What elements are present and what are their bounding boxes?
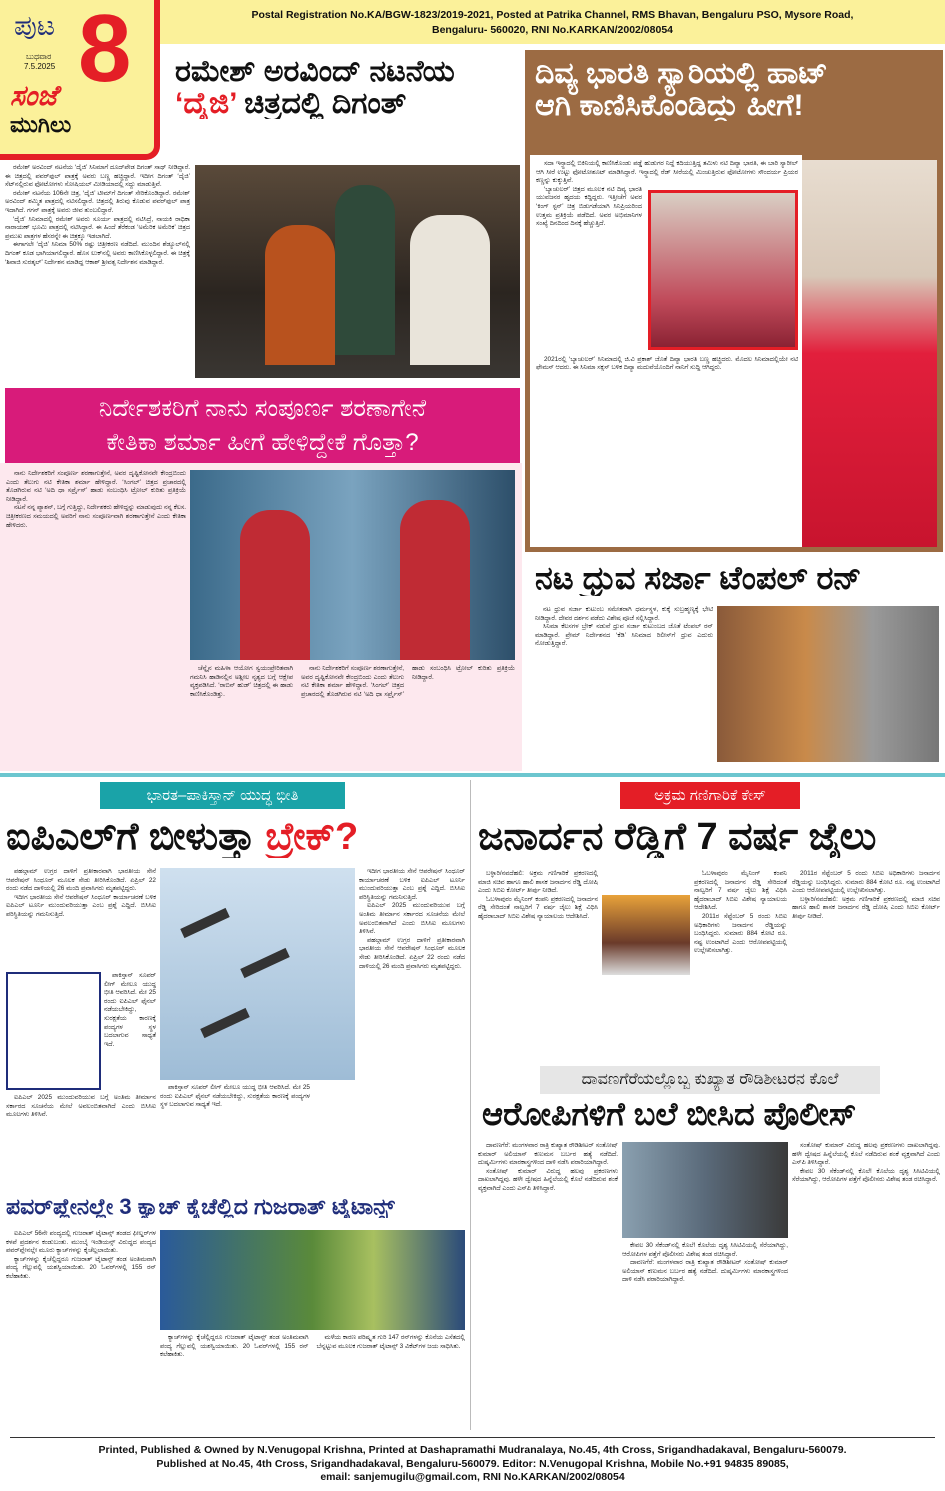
para: ಕೇವಲ 30 ಸೆಕೆಂಡ್‌ನಲ್ಲಿ ಕೊಲೆ! ಕೊಲೆಯ ದೃಶ್ಯ ಸಿಸಿಟಿವಿಯಲ್ಲಿ ಸೆರೆಯಾಗಿದ್ದು, ಆರೋಪಿಗಳ ಪತ್ತೆಗೆ ಪೊಲೀಸರು ವಿಶೇಷ ತಂಡ ರಚಿಸಿದ್ದಾರೆ. xyxy=(792,1167,940,1184)
a7-body-col1 xyxy=(478,1142,618,1430)
para: ಬಳ್ಳಾರಿ/ನವದೆಹಲಿ: ಅಕ್ರಮ ಗಣಿಗಾರಿಕೆ ಪ್ರಕರಣದಲ್ಲಿ ಮಾಜಿ ಸಚಿವ ಹಾಗೂ ಹಾಲಿ ಶಾಸಕ ಜನಾರ್ದನ ರೆಡ್ಡಿ ದೋಷಿ ಎಂದು ಸಿಬಿಐ ಕೋರ್ಟ್ ತೀರ್ಪು ನೀಡಿದೆ. xyxy=(792,895,940,920)
footer-rule xyxy=(10,1437,935,1438)
para: ಪಹಲ್ಗಾಮ್ ಉಗ್ರರ ದಾಳಿಗೆ ಪ್ರತೀಕಾರವಾಗಿ ಭಾರತೀಯ ಸೇನೆ ಆಪರೇಷನ್ ಸಿಂಧೂರ್ ಮೂಲಕ ಸೇಡು ತೀರಿಸಿಕೊಂಡಿದೆ. ಏಪ್ರಿಲ್ 22 ರಂದು ನಡೆದ ದಾಳಿಯಲ್ಲಿ 26 ಮಂದಿ ಪ್ರವಾಸಿಗರು ಮೃತಪಟ್ಟಿದ್ದರು. xyxy=(6,868,156,893)
para: ಸಿನಿಮಾ ಕೆಲಸಗಳ ಬ್ರೇಕ್ ನಡುವೆ ಧ್ರುವ ಸರ್ಜಾ ಕುಟುಂಬದ ಜೊತೆ ಟೆಂಪಲ್ ರನ್ ಮಾಡಿದ್ದಾರೆ. ಪ್ರೇಮ್ ನಿರ್ದೇಶನದ ‘ಕೆಡಿ’ ಸಿನಿಮಾದ ರಿಲೀಸ್‌ಗೆ ಧ್ರುವ ಎದುರು ನೋಡುತ್ತಿದ್ದಾರೆ. xyxy=(535,623,713,648)
a5-body-col1c xyxy=(6,1094,156,1186)
para: ಈಗಾಗಲೇ ‘ದೈಜಿ’ ಸಿನಿಮಾ 50% ರಷ್ಟು ಚಿತ್ರೀಕರಣ ನಡೆದಿದೆ. ಮುಂದಿನ ಶೆಡ್ಯೂಲ್‌ನಲ್ಲಿ ದಿಗಂತ್ ಕೂಡ ಭಾಗಿಯಾಗಲಿದ್ದಾರೆ. ಹೊಸ ಲುಕ್‌ನಲ್ಲಿ ಅವರು ಕಾಣಿಸಿಕೊಳ್ಳಲಿದ್ದಾರೆ. ಈ ಚಿತ್ರಕ್ಕೆ ‘ಶಿವಾಜಿ ಸುರತ್ಕಲ್’ ನಿರ್ದೇಶನ ಮಾಡಿದ್ದ ಆಕಾಶ್ ಶ್ರೀವತ್ಸ ನಿರ್ದೇಶನ ಮಾಡಿದ್ದಾರೆ. xyxy=(5,241,190,266)
a8-headline: ಪವರ್‌ಪ್ಲೇನಲ್ಲೇ 3 ಕ್ಯಾಚ್ ಕೈಚೆಲ್ಲಿದ ಗುಜರಾತ್ ಟೈಟಾನ್ಸ್ xyxy=(6,1195,395,1219)
para: ಇದೀಗ ಭಾರತೀಯ ಸೇನೆ ಆಪರೇಷನ್ ಸಿಂಧೂರ್ ಕಾರ್ಯಾಚರಣೆ ಬಳಿಕ ಐಪಿಎಲ್ ಟೂರ್ನಿ ಮುಂದುವರಿಯುತ್ತಾ ಎಂಬ ಪ್ರಶ್ನೆ ಎದ್ದಿದೆ. ಬಿಸಿಸಿಐ ಪರಿಸ್ಥಿತಿಯನ್ನು ಗಮನಿಸುತ್ತಿದೆ. xyxy=(359,868,465,901)
para: 2011ರ ಸೆಪ್ಟೆಂಬರ್ 5 ರಂದು ಸಿಬಿಐ ಅಧಿಕಾರಿಗಳು ಜನಾರ್ದನ ರೆಡ್ಡಿಯನ್ನು ಬಂಧಿಸಿದ್ದರು. ಸುಮಾರು 884 ಕೋಟಿ ರೂ. ನಷ್ಟ ಉಂಟಾಗಿದೆ ಎಂದು ಆರೋಪಪಟ್ಟಿಯಲ್ಲಿ ಉಲ್ಲೇಖಿಸಲಾಗಿತ್ತು. xyxy=(694,912,787,955)
a7-tag: ದಾವಣಗೆರೆಯಲ್ಲೊಬ್ಬ ಕುಖ್ಯಾತ ರೌಡಿಶೀಟರನ ಕೊಲೆ xyxy=(540,1066,880,1094)
a7-body-col3 xyxy=(792,1142,940,1430)
para: ಕೇವಲ 30 ಸೆಕೆಂಡ್‌ನಲ್ಲಿ ಕೊಲೆ! ಕೊಲೆಯ ದೃಶ್ಯ ಸಿಸಿಟಿವಿಯಲ್ಲಿ ಸೆರೆಯಾಗಿದ್ದು, ಆರೋಪಿಗಳ ಪತ್ತೆಗೆ ಪೊಲೀಸರು ವಿಶೇಷ ತಂಡ ರಚಿಸಿದ್ದಾರೆ. xyxy=(622,1242,788,1258)
weekday: ಬುಧವಾರ xyxy=(26,52,52,61)
a4-body xyxy=(535,606,713,768)
a4-headline: ನಟ ಧ್ರುವ ಸರ್ಜಾ ಟೆಂಪಲ್ ರನ್ xyxy=(535,562,862,596)
para: 2021ರಲ್ಲಿ ‘ಬ್ಯಾಚುಲರ್’ ಸಿನಿಮಾದಲ್ಲಿ ಜಿ.ವಿ ಪ್ರಕಾಶ್ ಜೊತೆ ದಿವ್ಯಾ ಭಾರತಿ ಬಣ್ಣ ಹಚ್ಚಿದರು. ಮೊದಲ ಸಿನಿಮಾದಲ್ಲಿಯೇ ನಟಿ ಫೇಮಸ್ ಆದರು. ಈ ಸಿನಿಮಾ ಸಕ್ಸಸ್ ಬಳಿಕ ದಿವ್ಯಾ ಮದುವೆಯೊಂದಿಗೆ ನಾನಿಗೆ ಸುದ್ದಿ ಆಗಿದ್ದರು. xyxy=(536,355,798,372)
para: ಬಳ್ಳಾರಿ/ನವದೆಹಲಿ: ಅಕ್ರಮ ಗಣಿಗಾರಿಕೆ ಪ್ರಕರಣದಲ್ಲಿ ಮಾಜಿ ಸಚಿವ ಹಾಗೂ ಹಾಲಿ ಶಾಸಕ ಜನಾರ್ದನ ರೆಡ್ಡಿ ದೋಷಿ ಎಂದು ಸಿಬಿಐ ಕೋರ್ಟ್ ತೀರ್ಪು ನೀಡಿದೆ. xyxy=(478,870,598,895)
a2-head2: ಆಗಿ ಕಾಣಿಸಿಕೊಂಡಿದ್ದು ಹೀಗೆ! xyxy=(535,88,804,121)
a4-photo xyxy=(717,606,939,762)
a1-photo xyxy=(195,165,520,378)
section-divider xyxy=(0,773,945,777)
footer-line2: Published at No.45, 4th Cross, Srigandhadakaval, Bengaluru-560079. Editor: N.Venugopal Krishna, Mobile No.+91 94835 89085, xyxy=(156,1457,789,1470)
a3-head2: ಕೇತಿಕಾ ಶರ್ಮಾ ಹೀಗೆ ಹೇಳಿದ್ದೇಕೆ ಗೊತ್ತಾ? xyxy=(106,429,419,456)
postal-banner xyxy=(160,0,945,44)
para: ಓಬಳಾಪುರಂ ಮೈನಿಂಗ್ ಕಂಪನಿ ಪ್ರಕರಣದಲ್ಲಿ ಜನಾರ್ದನ ರೆಡ್ಡಿ ಸೇರಿದಂತೆ ನಾಲ್ವರಿಗೆ 7 ವರ್ಷ ಜೈಲು ಶಿಕ್ಷೆ ವಿಧಿಸಿ ಹೈದರಾಬಾದ್ ಸಿಬಿಐ ವಿಶೇಷ ನ್ಯಾಯಾಲಯ ಆದೇಶಿಸಿದೆ. xyxy=(694,870,787,912)
a7-headline: ಆರೋಪಿಗಳಿಗೆ ಬಲೆ ಬೀಸಿದ ಪೊಲೀಸ್ xyxy=(482,1098,857,1132)
a5-head: ಐಪಿಎಲ್‌ಗೆ ಬೀಳುತ್ತಾ xyxy=(6,818,266,858)
a8-body-left xyxy=(6,1230,156,1425)
a5-body-col1b xyxy=(104,972,156,1090)
a2-head1: ದಿವ್ಯ ಭಾರತಿ ಸ್ಯಾರಿಯಲ್ಲಿ ಹಾಟ್ xyxy=(535,58,828,90)
column-divider xyxy=(470,780,471,1430)
a3-body-bottom xyxy=(190,665,515,769)
para: ಕ್ಯಾಚ್‌ಗಳನ್ನು ಕೈಚೆಲ್ಲಿದ್ದರೂ ಗುಜರಾತ್ ಟೈಟಾನ್ಸ್ ತಂಡ ಅಂತಿಮವಾಗಿ ಪಂದ್ಯ ಗೆಲ್ಲುವಲ್ಲಿ ಯಶಸ್ವಿಯಾಯಿತು. 20 ಓವರ್‌ಗಳಲ್ಲಿ 155 ರನ್ ಕಲೆಹಾಕಿತು. xyxy=(160,1334,309,1359)
a2-inset-photo xyxy=(648,190,798,350)
a5-body-col2 xyxy=(160,1084,310,1184)
a3-banner xyxy=(5,388,520,463)
brand-line1: ಸಂಜೆ xyxy=(10,80,58,111)
page-number: 8 xyxy=(78,0,132,102)
a1-head2-red: ‘ದೈಜಿ’ xyxy=(175,86,237,119)
para: ಪಾಕಿಸ್ತಾನ್ ಸೂಪರ್ ಲೀಗ್ ಮೇಲೂ ಯುದ್ಧ ಭೀತಿ ಆವರಿಸಿದೆ. ಮೇ 25 ರಂದು ಐಪಿಎಲ್ ಫೈನಲ್ ನಡೆಯಬೇಕಿದ್ದು, ಸುರಕ್ಷತೆಯ ಕಾರಣಕ್ಕೆ ಪಂದ್ಯಗಳ ಸ್ಥಳ ಬದಲಾಗುವ ಸಾಧ್ಯತೆ ಇದೆ. xyxy=(160,1084,310,1109)
para: ದಾವಣಗೆರೆ: ಮಂಗಳವಾರ ರಾತ್ರಿ ಕುಖ್ಯಾತ ರೌಡಿಶೀಟರ್ ಸಂತೋಷ್ ಕುಮಾರ್ ಅಲಿಯಾಸ್ ಕಣುಮನ ಬರ್ಬರ ಹತ್ಯೆ ನಡೆದಿದೆ. ದುಷ್ಕರ್ಮಿಗಳು ಮಾರಕಾಸ್ತ್ರಗಳಿಂದ ದಾಳಿ ನಡೆಸಿ ಪರಾರಿಯಾಗಿದ್ದಾರೆ. xyxy=(622,1259,788,1284)
para: ಓಬಳಾಪುರಂ ಮೈನಿಂಗ್ ಕಂಪನಿ ಪ್ರಕರಣದಲ್ಲಿ ಜನಾರ್ದನ ರೆಡ್ಡಿ ಸೇರಿದಂತೆ ನಾಲ್ವರಿಗೆ 7 ವರ್ಷ ಜೈಲು ಶಿಕ್ಷೆ ವಿಧಿಸಿ ಹೈದರಾಬಾದ್ ಸಿಬಿಐ ವಿಶೇಷ ನ್ಯಾಯಾಲಯ ಆದೇಶಿಸಿದೆ. xyxy=(478,895,598,920)
para: ನಟನೆ ನನ್ನ ಪ್ಯಾಶನ್, ಬಗ್ಗೆ ಗುತ್ತಿದ್ದು, ನಿರ್ದೇಶಕರು ಹೇಳಿದ್ದನ್ನು ಮಾಡುವುದು ನನ್ನ ಕೆಲಸ. ಚಿತ್ರೀಕರಣದ ಸಮಯದಲ್ಲಿ ಅವರಿಗೆ ನಾನು ಸಂಪೂರ್ಣವಾಗಿ ಶರಣಾಗುತ್ತೇನೆ ಎಂದು ಕೇತಿಕಾ ಹೇಳಿದರು. xyxy=(6,504,186,529)
a5-body-col1 xyxy=(6,868,156,968)
para: ‘ಬ್ಯಾಚುಲರ್’ ಚಿತ್ರದ ಮೂಲಕ ನಟಿ ದಿವ್ಯ ಭಾರತಿ ಯುವಜನರ ಹೃದಯ ಕದ್ದಿದ್ದರು. ಇತ್ತೀಚೆಗೆ ಅವರ ‘ಕಿಂಗ್ ಸ್ಟನ್’ ಚಿತ್ರ ಬಿಡುಗಡೆಯಾಗಿ ಸಿನಿಪ್ರಿಯರಿಂದ ಉತ್ತಮ ಪ್ರತಿಕ್ರಿಯೆ ಪಡೆದಿದೆ. ಅವರ ಅಭಿಮಾನಿಗಳ ಸಂಖ್ಯೆ ದಿನದಿಂದ ದಿನಕ್ಕೆ ಹೆಚ್ಚುತ್ತಿದೆ. xyxy=(536,185,642,228)
a3-photo xyxy=(190,470,515,660)
a1-body xyxy=(5,164,190,382)
para: ನಾನು ನಿರ್ದೇಶಕರಿಗೆ ಸಂಪೂರ್ಣ ಶರಣಾಗುತ್ತೇನೆ, ಅವರ ದೃಷ್ಟಿಕೋನವೇ ಕೇಂದ್ರಬಿಂದು ಎಂದು ತೆಲುಗು ನಟಿ ಕೇತಿಕಾ ಶರ್ಮಾ ಹೇಳಿದ್ದಾರೆ. ‘ಸಿಂಗಲ್’ ಚಿತ್ರದ ಪ್ರಚಾರದಲ್ಲಿ ತೊಡಗಿರುವ ನಟಿ ‘ಅದಿ ಧಾ ಸರ್ಪ್ರೈಸ್’ ಹಾಡು ಸಂಬಂಧಿಸಿ ಟ್ರೋಲ್ ಕುರಿತು ಪ್ರತಿಕ್ರಿಯೆ ನೀಡಿದ್ದಾರೆ. xyxy=(301,665,515,698)
para: ಚೆನ್ನೈನ ಮಹಿಳಾ ಆಯೋಗ ಸ್ವಯಂಪ್ರೇರಿತವಾಗಿ ಗಮನಿಸಿ ಹಾಡಿನಲ್ಲಿನ ಅಶ್ಲೀಲ ನೃತ್ಯದ ಬಗ್ಗೆ ಆಕ್ಷೇಪ ವ್ಯಕ್ತಪಡಿಸಿದೆ. ‘ರಾಬಿನ್ ಹುಡ್’ ಚಿತ್ರದಲ್ಲಿ ಈ ಹಾಡು ಕಾಣಿಸಿಕೊಂಡಿತ್ತು. xyxy=(190,665,293,698)
page-word: ಪುಟ xyxy=(14,10,56,41)
para: ನಟ ಧ್ರುವ ಸರ್ಜಾ ಕುಟುಂಬ ಸಮೇತರಾಗಿ ಧರ್ಮಸ್ಥಳ, ಕುಕ್ಕೆ ಸುಬ್ರಹ್ಮಣ್ಯಕ್ಕೆ ಭೇಟಿ ನೀಡಿದ್ದಾರೆ. ದೇವರ ದರ್ಶನ ಪಡೆದು ವಿಶೇಷ ಪೂಜೆ ಸಲ್ಲಿಸಿದ್ದಾರೆ. xyxy=(535,606,713,622)
para: ಪಹಲ್ಗಾಮ್ ಉಗ್ರರ ದಾಳಿಗೆ ಪ್ರತೀಕಾರವಾಗಿ ಭಾರತೀಯ ಸೇನೆ ಆಪರೇಷನ್ ಸಿಂಧೂರ್ ಮೂಲಕ ಸೇಡು ತೀರಿಸಿಕೊಂಡಿದೆ. ಏಪ್ರಿಲ್ 22 ರಂದು ನಡೆದ ದಾಳಿಯಲ್ಲಿ 26 ಮಂದಿ ಪ್ರವಾಸಿಗರು ಮೃತಪಟ್ಟಿದ್ದರು. xyxy=(359,936,465,970)
footer-line3: email: sanjemugilu@gmail.com, RNI No.KARKAN/2002/08054 xyxy=(320,1471,625,1483)
a6-headline: ಜನಾರ್ದನ ರೆಡ್ಡಿಗೆ 7 ವರ್ಷ ಜೈಲು xyxy=(478,818,877,858)
para: ನಾನು ನಿರ್ದೇಶಕರಿಗೆ ಸಂಪೂರ್ಣ ಶರಣಾಗುತ್ತೇನೆ, ಅವರ ದೃಷ್ಟಿಕೋನವೇ ಕೇಂದ್ರಬಿಂದು ಎಂದು ತೆಲುಗು ನಟಿ ಕೇತಿಕಾ ಶರ್ಮಾ ಹೇಳಿದ್ದಾರೆ. ‘ಸಿಂಗಲ್’ ಚಿತ್ರದ ಪ್ರಚಾರದಲ್ಲಿ ತೊಡಗಿರುವ ನಟಿ ‘ಅದಿ ಧಾ ಸರ್ಪ್ರೈಸ್’ ಹಾಡು ಸಂಬಂಧಿಸಿ ಟ್ರೋಲ್ ಕುರಿತು ಪ್ರತಿಕ್ರಿಯೆ ನೀಡಿದ್ದಾರೆ. xyxy=(6,470,186,503)
para: ಐಪಿಎಲ್ 2025 ಮುಂದುವರಿಯುವ ಬಗ್ಗೆ ಅಂತಿಮ ತೀರ್ಮಾನ ಸರ್ಕಾರದ ಸೂಚನೆಯ ಮೇಲೆ ಅವಲಂಬಿತವಾಗಿದೆ ಎಂದು ಬಿಸಿಸಿಐ ಮೂಲಗಳು ತಿಳಿಸಿವೆ. xyxy=(359,902,465,936)
a5-ipl-logos xyxy=(6,972,101,1090)
footer-imprint xyxy=(0,1444,945,1485)
a6-body-col3 xyxy=(792,870,940,1058)
para: ರಮೇಶ್ ಅರವಿಂದ್ ನಟನೆಯ ‘ದೈಜಿ’ ಸಿನಿಮಾಗೆ ದೂದ್‌ಪೇಡ ದಿಗಂತ್ ಸಾಥ್ ನೀಡಿದ್ದಾರೆ. ಈ ಚಿತ್ರದಲ್ಲಿ ಪವರ್‌ಫುಲ್ ಪಾತ್ರಕ್ಕೆ ಅವರು ಬಣ್ಣ ಹಚ್ಚಿದ್ದಾರೆ. ಇದೀಗ ದಿಗಂತ್ ‘ದೈಜಿ’ ಸೆಟ್‌ನಲ್ಲಿರುವ ಫೋಟೋಗಳು ಸೋಷಿಯಲ್ ಮೀಡಿಯಾದಲ್ಲಿ ಸದ್ದು ಮಾಡುತ್ತಿವೆ. xyxy=(5,164,190,189)
a1-headline xyxy=(175,56,520,119)
para: 2011ರ ಸೆಪ್ಟೆಂಬರ್ 5 ರಂದು ಸಿಬಿಐ ಅಧಿಕಾರಿಗಳು ಜನಾರ್ದನ ರೆಡ್ಡಿಯನ್ನು ಬಂಧಿಸಿದ್ದರು. ಸುಮಾರು 884 ಕೋಟಿ ರೂ. ನಷ್ಟ ಉಂಟಾಗಿದೆ ಎಂದು ಆರೋಪಪಟ್ಟಿಯಲ್ಲಿ ಉಲ್ಲೇಖಿಸಲಾಗಿತ್ತು. xyxy=(792,870,940,895)
a6-body-col2 xyxy=(602,870,787,1058)
para: ಸಂತೋಷ್ ಕುಮಾರ್ ವಿರುದ್ಧ ಹಲವು ಪ್ರಕರಣಗಳು ದಾಖಲಾಗಿದ್ದವು. ಹಳೇ ದ್ವೇಷದ ಹಿನ್ನೆಲೆಯಲ್ಲಿ ಕೊಲೆ ನಡೆದಿರುವ ಶಂಕೆ ವ್ಯಕ್ತವಾಗಿದೆ ಎಂದು ಎಸ್‌ಪಿ ತಿಳಿಸಿದ್ದಾರೆ. xyxy=(478,1167,618,1192)
para: ರಮೇಶ್ ನಟನೆಯ 106ನೇ ಚಿತ್ರ, ‘ದೈಜಿ’ ಟೀಮ್‌ಗೆ ದಿಗಂತ್ ಸೇರಿಕೊಂಡಿದ್ದಾರೆ. ರಮೇಶ್ ಅರವಿಂದ್ ಶಮ್ಮಿತ ಪಾತ್ರದಲ್ಲಿ ನಟಿಸಲಿದ್ದಾರೆ. ಚಿತ್ರದಲ್ಲಿ ತಿರುವು ಕೊಡುವ ಪವರ್‌ಫುಲ್ ಪಾತ್ರ ಇದಾಗಿದೆ. ಗಗನ್ ಪಾತ್ರಕ್ಕೆ ಅವರು ಜೀವ ತುಂಬಲಿದ್ದಾರೆ. xyxy=(5,189,190,214)
postal-line1: Postal Registration No.KA/BGW-1823/2019-2021, Posted at Patrika Channel, RMS Bhavan, Bengaluru PSO, Mysore Road, xyxy=(251,9,854,21)
a3-head1: ನಿರ್ದೇಶಕರಿಗೆ ನಾನು ಸಂಪೂರ್ಣ ಶರಣಾಗೇನೆ xyxy=(98,395,427,422)
a5-head-red: ಬ್ರೇಕ್? xyxy=(265,818,359,858)
para: ದಾವಣಗೆರೆ: ಮಂಗಳವಾರ ರಾತ್ರಿ ಕುಖ್ಯಾತ ರೌಡಿಶೀಟರ್ ಸಂತೋಷ್ ಕುಮಾರ್ ಅಲಿಯಾಸ್ ಕಣುಮನ ಬರ್ಬರ ಹತ್ಯೆ ನಡೆದಿದೆ. ದುಷ್ಕರ್ಮಿಗಳು ಮಾರಕಾಸ್ತ್ರಗಳಿಂದ ದಾಳಿ ನಡೆಸಿ ಪರಾರಿಯಾಗಿದ್ದಾರೆ. xyxy=(478,1142,618,1167)
a5-headline xyxy=(6,818,466,858)
para: ಇದೀಗ ಭಾರತೀಯ ಸೇನೆ ಆಪರೇಷನ್ ಸಿಂಧೂರ್ ಕಾರ್ಯಾಚರಣೆ ಬಳಿಕ ಐಪಿಎಲ್ ಟೂರ್ನಿ ಮುಂದುವರಿಯುತ್ತಾ ಎಂಬ ಪ್ರಶ್ನೆ ಎದ್ದಿದೆ. ಬಿಸಿಸಿಐ ಪರಿಸ್ಥಿತಿಯನ್ನು ಗಮನಿಸುತ್ತಿದೆ. xyxy=(6,893,156,918)
a1-head1: ರಮೇಶ್ ಅರವಿಂದ್ ನಟನೆಯ xyxy=(175,56,455,88)
a5-body-col3 xyxy=(315,868,465,1186)
a3-body-left xyxy=(6,470,186,768)
para: ಐಪಿಎಲ್ 56ನೇ ಪಂದ್ಯದಲ್ಲಿ ಗುಜರಾತ್ ಟೈಟಾನ್ಸ್ ತಂಡದ ಫೀಲ್ಡರ್‌ಗಳ ಕಳಪೆ ಪ್ರದರ್ಶನ ಕಂಡುಬಂತು. ಮುಂಬೈ ಇಂಡಿಯನ್ಸ್ ವಿರುದ್ಧದ ಪಂದ್ಯದ ಪವರ್‌ಪ್ಲೇನಲ್ಲೇ ಮೂರು ಕ್ಯಾಚ್‌ಗಳನ್ನು ಕೈಚೆಲ್ಲಲಾಯಿತು. xyxy=(6,1230,156,1255)
a7-photo xyxy=(622,1142,788,1238)
para: ಐಪಿಎಲ್ 2025 ಮುಂದುವರಿಯುವ ಬಗ್ಗೆ ಅಂತಿಮ ತೀರ್ಮಾನ ಸರ್ಕಾರದ ಸೂಚನೆಯ ಮೇಲೆ ಅವಲಂಬಿತವಾಗಿದೆ ಎಂದು ಬಿಸಿಸಿಐ ಮೂಲಗಳು ತಿಳಿಸಿವೆ. xyxy=(6,1094,156,1119)
a2-headline xyxy=(535,58,935,121)
masthead xyxy=(0,0,160,160)
a2-main-photo xyxy=(802,160,937,547)
postal-line2: Bengaluru- 560020, RNI No.KARKAN/2002/08054 xyxy=(431,24,673,36)
para: ಸಂತೋಷ್ ಕುಮಾರ್ ವಿರುದ್ಧ ಹಲವು ಪ್ರಕರಣಗಳು ದಾಖಲಾಗಿದ್ದವು. ಹಳೇ ದ್ವೇಷದ ಹಿನ್ನೆಲೆಯಲ್ಲಿ ಕೊಲೆ ನಡೆದಿರುವ ಶಂಕೆ ವ್ಯಕ್ತವಾಗಿದೆ ಎಂದು ಎಸ್‌ಪಿ ತಿಳಿಸಿದ್ದಾರೆ. xyxy=(792,1142,940,1167)
para: ಸದಾ ಇನ್ಸ್ಟಾದಲ್ಲಿ ಬಿಕಿನಿಯಲ್ಲಿ ಕಾಣಿಸಿಕೊಂಡು ಪಡ್ಡೆ ಹುಡುಗರ ನಿದ್ದೆ ಕದಿಯುತ್ತಿದ್ದ ತಮಿಳು ನಟಿ ದಿವ್ಯಾ ಭಾರತಿ, ಈ ಬಾರಿ ಸ್ಯಾರೀಲ್ ಆಗಿ ಸೀರೆ ಉಟ್ಟು ಫೋಟೋಶೂಟ್ ಮಾಡಿಸಿದ್ದಾರೆ. ಇನ್ಸ್ಟಾದಲ್ಲಿ ರೆಡ್ ಸೀರೆಯಲ್ಲಿ ಮಿಂಚುತ್ತಿರುವ ಫೋಟೋಗಳು ಸೌಂದರ್ಯ ಪ್ರಿಯರ ಕಣ್ಣನ್ನು ಕುಕ್ಕುತ್ತಿವೆ. xyxy=(536,160,798,185)
a8-photo xyxy=(160,1230,465,1330)
a5-tag: ಭಾರತ–ಪಾಕಿಸ್ತಾನ್ ಯುದ್ಧ ಭೀತಿ xyxy=(100,782,345,809)
brand-line2: ಮುಗಿಲು xyxy=(10,112,72,137)
para: ಮಳೆಯ ಕಾರಣ ಪರಿಷ್ಕೃತ ಗುರಿ 147 ರನ್‌ಗಳನ್ನು ಕೊನೆಯ ಎಸೆತದಲ್ಲಿ ಬೆನ್ನಟ್ಟುವ ಮೂಲಕ ಗುಜರಾತ್ ಟೈಟಾನ್ಸ್ 3 ವಿಕೆಟ್‌ಗಳ ಜಯ ಸಾಧಿಸಿತು. xyxy=(316,1334,465,1350)
a6-body-col1 xyxy=(478,870,598,1058)
issue-date: 7.5.2025 xyxy=(24,62,56,71)
para: ‘ದೈಜಿ’ ಸಿನಿಮಾದಲ್ಲಿ ರಮೇಶ್ ಅವರು ಸೂರ್ಯ ಪಾತ್ರದಲ್ಲಿ ನಟಿಸಿದ್ರೆ, ನಾಯಕಿ ರಾಧಿಕಾ ನಾರಾಯಣ್ ಭೂಮಿ ಪಾತ್ರದಲ್ಲಿ ನಟಿಸಿದ್ದಾರೆ. ಈ ಹಿಂದೆ ತೆರೆಕಂಡ ‘ಅಮೆರಿಕ ಅಮೆರಿಕ’ ಚಿತ್ರದ ಪ್ರಮುಖ ಪಾತ್ರಗಳ ಹೆಸರನ್ನೇ ಈ ಚಿತ್ರಕ್ಕೂ ಇಡಲಾಗಿದೆ. xyxy=(5,215,190,240)
para: ಪಾಕಿಸ್ತಾನ್ ಸೂಪರ್ ಲೀಗ್ ಮೇಲೂ ಯುದ್ಧ ಭೀತಿ ಆವರಿಸಿದೆ. ಮೇ 25 ರಂದು ಐಪಿಎಲ್ ಫೈನಲ್ ನಡೆಯಬೇಕಿದ್ದು, ಸುರಕ್ಷತೆಯ ಕಾರಣಕ್ಕೆ ಪಂದ್ಯಗಳ ಸ್ಥಳ ಬದಲಾಗುವ ಸಾಧ್ಯತೆ ಇದೆ. xyxy=(104,972,156,1048)
a2-body xyxy=(536,160,798,542)
a8-body-bottom xyxy=(160,1334,465,1426)
a6-tag: ಅಕ್ರಮ ಗಣಿಗಾರಿಕೆ ಕೇಸ್ xyxy=(620,782,800,809)
a1-head2: ಚಿತ್ರದಲ್ಲಿ ದಿಗಂತ್ xyxy=(236,86,407,119)
a7-body-col2 xyxy=(622,1242,788,1430)
para: ಕ್ಯಾಚ್‌ಗಳನ್ನು ಕೈಚೆಲ್ಲಿದ್ದರೂ ಗುಜರಾತ್ ಟೈಟಾನ್ಸ್ ತಂಡ ಅಂತಿಮವಾಗಿ ಪಂದ್ಯ ಗೆಲ್ಲುವಲ್ಲಿ ಯಶಸ್ವಿಯಾಯಿತು. 20 ಓವರ್‌ಗಳಲ್ಲಿ 155 ರನ್ ಕಲೆಹಾಕಿತು. xyxy=(6,1255,156,1280)
footer-line1: Printed, Published & Owned by N.Venugopal Krishna, Printed at Dashapramathi Mudranalaya, No.45, 4th Cross, Srigandhadakaval, Bengaluru-560079. xyxy=(98,1444,847,1456)
